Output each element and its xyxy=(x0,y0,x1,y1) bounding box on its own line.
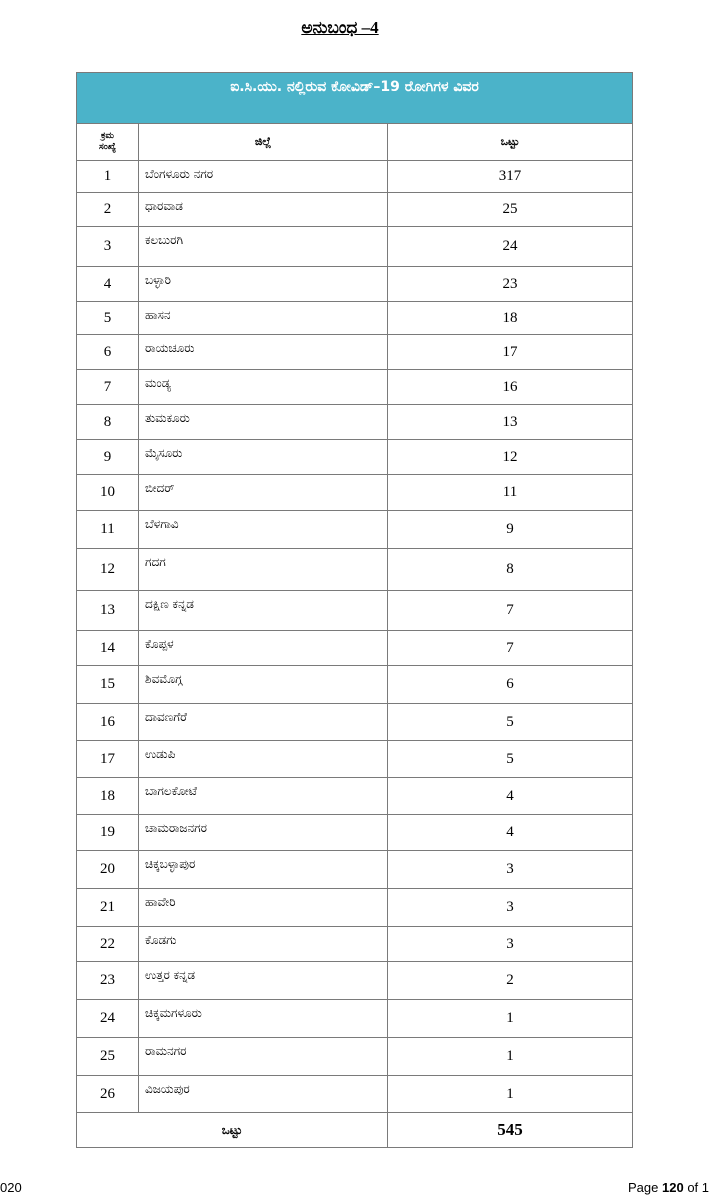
row-serial-number: 8 xyxy=(77,405,139,440)
row-district-name: ದಾವಣಗೆರೆ xyxy=(139,704,388,741)
row-district-name: ದಕ್ಷಿಣ ಕನ್ನಡ xyxy=(139,591,388,631)
row-count: 8 xyxy=(388,549,633,591)
table-row xyxy=(77,778,633,815)
row-district-name: ಉಡುಪಿ xyxy=(139,741,388,778)
table-row xyxy=(77,851,633,889)
serial-header-line2: ಸಂಖ್ಯೆ xyxy=(99,142,116,152)
table-row xyxy=(77,227,633,267)
table-row xyxy=(77,1076,633,1113)
row-count: 16 xyxy=(388,370,633,405)
row-district-name: ರಾಮನಗರ xyxy=(139,1038,388,1076)
row-serial-number: 6 xyxy=(77,335,139,370)
page-of: of 1 xyxy=(687,1180,710,1195)
row-district-name: ಬೆಳಗಾವಿ xyxy=(139,511,388,549)
row-serial-number: 2 xyxy=(77,193,139,227)
row-count: 317 xyxy=(388,161,633,193)
row-count: 2 xyxy=(388,962,633,1000)
row-count: 9 xyxy=(388,511,633,549)
icu-patients-table xyxy=(76,72,633,1148)
table-body xyxy=(77,161,633,1113)
row-count: 3 xyxy=(388,851,633,889)
page-title: ಅನುಬಂಧ –4 xyxy=(301,18,379,37)
row-count: 11 xyxy=(388,475,633,511)
row-count: 12 xyxy=(388,440,633,475)
table-row xyxy=(77,335,633,370)
table-row xyxy=(77,815,633,851)
row-count: 25 xyxy=(388,193,633,227)
row-serial-number: 4 xyxy=(77,267,139,302)
row-serial-number: 12 xyxy=(77,549,139,591)
row-district-name: ಬಳ್ಳಾರಿ xyxy=(139,267,388,302)
serial-header-line1: ಕ್ರಮ xyxy=(101,131,114,141)
row-count: 7 xyxy=(388,631,633,666)
row-district-name: ಕೊಪ್ಪಳ xyxy=(139,631,388,666)
table-banner-title: ಐ.ಸಿ.ಯು. ನಲ್ಲಿರುವ ಕೋವಿಡ್–19 ರೋಗಿಗಳ ವಿವರ xyxy=(230,79,479,95)
total-value: 545 xyxy=(388,1113,633,1148)
table-row xyxy=(77,631,633,666)
row-district-name: ಉತ್ತರ ಕನ್ನಡ xyxy=(139,962,388,1000)
table-banner xyxy=(77,73,633,124)
table-row xyxy=(77,889,633,927)
row-count: 18 xyxy=(388,302,633,335)
row-count: 4 xyxy=(388,778,633,815)
row-count: 13 xyxy=(388,405,633,440)
total-label: ಒಟ್ಟು xyxy=(77,1113,388,1148)
row-serial-number: 9 xyxy=(77,440,139,475)
row-district-name: ಹಾವೇರಿ xyxy=(139,889,388,927)
row-district-name: ಧಾರವಾಡ xyxy=(139,193,388,227)
row-serial-number: 24 xyxy=(77,1000,139,1038)
total-row xyxy=(77,1113,633,1148)
row-district-name: ಬೆಂಗಳೂರು ನಗರ xyxy=(139,161,388,193)
row-serial-number: 18 xyxy=(77,778,139,815)
row-district-name: ಶಿವಮೊಗ್ಗ xyxy=(139,666,388,704)
row-serial-number: 5 xyxy=(77,302,139,335)
serial-number-header xyxy=(77,124,139,161)
row-count: 5 xyxy=(388,704,633,741)
table-row xyxy=(77,1038,633,1076)
row-serial-number: 14 xyxy=(77,631,139,666)
row-count: 17 xyxy=(388,335,633,370)
row-district-name: ಕೊಡಗು xyxy=(139,927,388,962)
row-district-name: ಚಾಮರಾಜನಗರ xyxy=(139,815,388,851)
table-row xyxy=(77,475,633,511)
table-row xyxy=(77,193,633,227)
table-row xyxy=(77,440,633,475)
table-row xyxy=(77,1000,633,1038)
row-count: 1 xyxy=(388,1076,633,1113)
table-row xyxy=(77,511,633,549)
table-row xyxy=(77,962,633,1000)
row-count: 1 xyxy=(388,1038,633,1076)
row-count: 6 xyxy=(388,666,633,704)
table-row xyxy=(77,741,633,778)
row-count: 24 xyxy=(388,227,633,267)
row-serial-number: 20 xyxy=(77,851,139,889)
row-count: 4 xyxy=(388,815,633,851)
row-district-name: ಬೀದರ್ xyxy=(139,475,388,511)
total-header: ಒಟ್ಟು xyxy=(388,124,633,161)
row-serial-number: 10 xyxy=(77,475,139,511)
row-serial-number: 3 xyxy=(77,227,139,267)
row-district-name: ಚಿಕ್ಕಬಳ್ಳಾಪುರ xyxy=(139,851,388,889)
row-serial-number: 22 xyxy=(77,927,139,962)
table-row xyxy=(77,302,633,335)
row-district-name: ಬಾಗಲಕೋಟೆ xyxy=(139,778,388,815)
row-district-name: ಮೈಸೂರು xyxy=(139,440,388,475)
page-number: 120 xyxy=(662,1180,684,1195)
row-district-name: ಮಂಡ್ಯ xyxy=(139,370,388,405)
row-serial-number: 17 xyxy=(77,741,139,778)
row-district-name: ಚಿಕ್ಕಮಗಳೂರು xyxy=(139,1000,388,1038)
row-count: 3 xyxy=(388,889,633,927)
row-serial-number: 19 xyxy=(77,815,139,851)
table-row xyxy=(77,405,633,440)
row-count: 3 xyxy=(388,927,633,962)
table-row xyxy=(77,549,633,591)
row-district-name: ಕಲಬುರಗಿ xyxy=(139,227,388,267)
row-district-name: ವಿಜಯಪುರ xyxy=(139,1076,388,1113)
table-row xyxy=(77,267,633,302)
row-serial-number: 15 xyxy=(77,666,139,704)
district-header: ಜಿಲ್ಲೆ xyxy=(139,124,388,161)
table-row xyxy=(77,666,633,704)
table-row xyxy=(77,704,633,741)
row-district-name: ತುಮಕೂರು xyxy=(139,405,388,440)
row-serial-number: 13 xyxy=(77,591,139,631)
row-count: 7 xyxy=(388,591,633,631)
page-prefix: Page xyxy=(628,1180,659,1195)
row-serial-number: 25 xyxy=(77,1038,139,1076)
row-serial-number: 23 xyxy=(77,962,139,1000)
footer-date-fragment: 020 xyxy=(0,1180,22,1195)
row-count: 5 xyxy=(388,741,633,778)
row-serial-number: 21 xyxy=(77,889,139,927)
table-row xyxy=(77,370,633,405)
row-district-name: ಗದಗ xyxy=(139,549,388,591)
row-count: 23 xyxy=(388,267,633,302)
row-serial-number: 7 xyxy=(77,370,139,405)
row-district-name: ರಾಯಚೂರು xyxy=(139,335,388,370)
row-serial-number: 11 xyxy=(77,511,139,549)
row-count: 1 xyxy=(388,1000,633,1038)
row-serial-number: 1 xyxy=(77,161,139,193)
row-serial-number: 16 xyxy=(77,704,139,741)
table-row xyxy=(77,591,633,631)
table-row xyxy=(77,927,633,962)
page-number-footer xyxy=(628,1180,709,1195)
table-row xyxy=(77,161,633,193)
row-district-name: ಹಾಸನ xyxy=(139,302,388,335)
row-serial-number: 26 xyxy=(77,1076,139,1113)
